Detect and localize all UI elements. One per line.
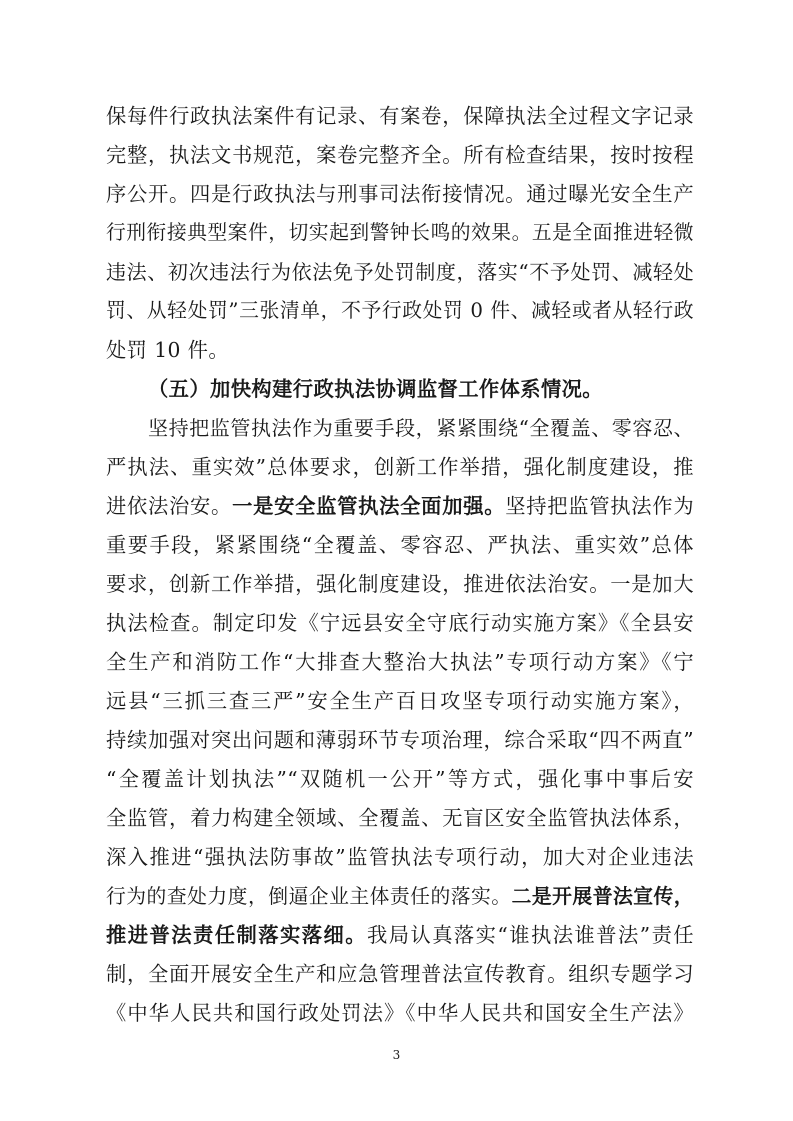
- text-segment: 处罚 10 件。: [106, 338, 230, 362]
- text-line: [106, 725, 694, 755]
- text-line: [106, 803, 694, 833]
- text-line: [106, 569, 694, 599]
- text-segment: 全监管，着力构建全领域、全覆盖、无盲区安全监管执法体系，: [106, 806, 694, 830]
- text-segment: 保每件行政执法案件有记录、有案卷，保障执法全过程文字记录: [106, 104, 694, 128]
- text-segment: 坚持把监管执法作为: [505, 494, 695, 518]
- text-segment: 违法、初次违法行为依法免予处罚制度，落实“不予处罚、减轻处: [106, 260, 694, 284]
- text-line: [106, 452, 694, 482]
- text-segment: 重要手段，紧紧围绕“全覆盖、零容忍、严执法、重实效”总体: [106, 533, 694, 557]
- text-segment: 罚、从轻处罚”三张清单，不予行政处罚 0 件、减轻或者从轻行政: [106, 299, 694, 322]
- text-line: [106, 842, 694, 872]
- text-line: [106, 686, 694, 716]
- text-segment: 制，全面开展安全生产和应急管理普法宣传教育。组织专题学习: [106, 962, 694, 986]
- text-line: [106, 608, 694, 638]
- text-segment: “全覆盖计划执法”“双随机一公开”等方式，强化事中事后安: [106, 767, 694, 791]
- section-heading: [148, 374, 694, 404]
- text-segment: 完整，执法文书规范，案卷完整齐全。所有检查结果，按时按程: [106, 143, 694, 167]
- text-segment: （五）加快构建行政执法协调监督工作体系情况。: [148, 377, 603, 401]
- text-segment: 《中华人民共和国行政处罚法》《中华人民共和国安全生产法》: [106, 1001, 694, 1025]
- text-segment: 严执法、重实效”总体要求，创新工作举措，强化制度建设，推: [106, 455, 694, 479]
- text-segment: 远县“三抓三查三严”安全生产百日攻坚专项行动实施方案》，: [106, 689, 694, 713]
- text-line: [106, 764, 694, 794]
- text-line: [106, 335, 694, 365]
- text-segment: 我局认真落实“谁执法谁普法”责任: [366, 923, 694, 947]
- text-line: [106, 257, 694, 287]
- text-segment: 序公开。四是行政执法与刑事司法衔接情况。通过曝光安全生产: [106, 182, 694, 206]
- text-segment: 深入推进“强执法防事故”监管执法专项行动，加大对企业违法: [106, 845, 694, 869]
- text-line: [106, 491, 694, 521]
- text-segment: 执法检查。制定印发《宁远县安全守底行动实施方案》《全县安: [106, 611, 694, 635]
- text-line: [106, 998, 694, 1028]
- text-segment: 坚持把监管执法作为重要手段，紧紧围绕“全覆盖、零容忍、: [148, 416, 694, 440]
- text-line: [106, 140, 694, 170]
- text-segment: 行刑衔接典型案件，切实起到警钟长鸣的效果。五是全面推进轻微: [106, 221, 694, 244]
- text-line: [106, 179, 694, 209]
- text-line: [106, 101, 694, 131]
- text-segment-bold: 推进普法责任制落实落细。: [106, 923, 367, 947]
- text-segment: 进依法治安。: [106, 494, 233, 518]
- text-segment: 全生产和消防工作“大排查大整治大执法”专项行动方案》《宁: [106, 650, 694, 674]
- text-segment: 要求，创新工作举措，强化制度建设，推进依法治安。一是加大: [106, 572, 694, 596]
- text-line: [106, 881, 694, 912]
- text-line: [106, 959, 694, 989]
- text-segment: 行为的查处力度，倒逼企业主体责任的落实。: [106, 885, 512, 908]
- text-line: [148, 413, 694, 443]
- text-segment: 持续加强对突出问题和薄弱环节专项治理，综合采取“四不两直”: [106, 728, 694, 752]
- text-line: [106, 296, 694, 326]
- page-number: 3: [392, 1048, 401, 1062]
- text-line: [106, 647, 694, 677]
- text-line: [106, 218, 694, 248]
- text-segment-bold: 一是安全监管执法全面加强。: [232, 494, 506, 518]
- text-line: [106, 530, 694, 560]
- text-line: [106, 920, 694, 950]
- text-segment-bold: 二是开展普法宣传，: [511, 884, 694, 908]
